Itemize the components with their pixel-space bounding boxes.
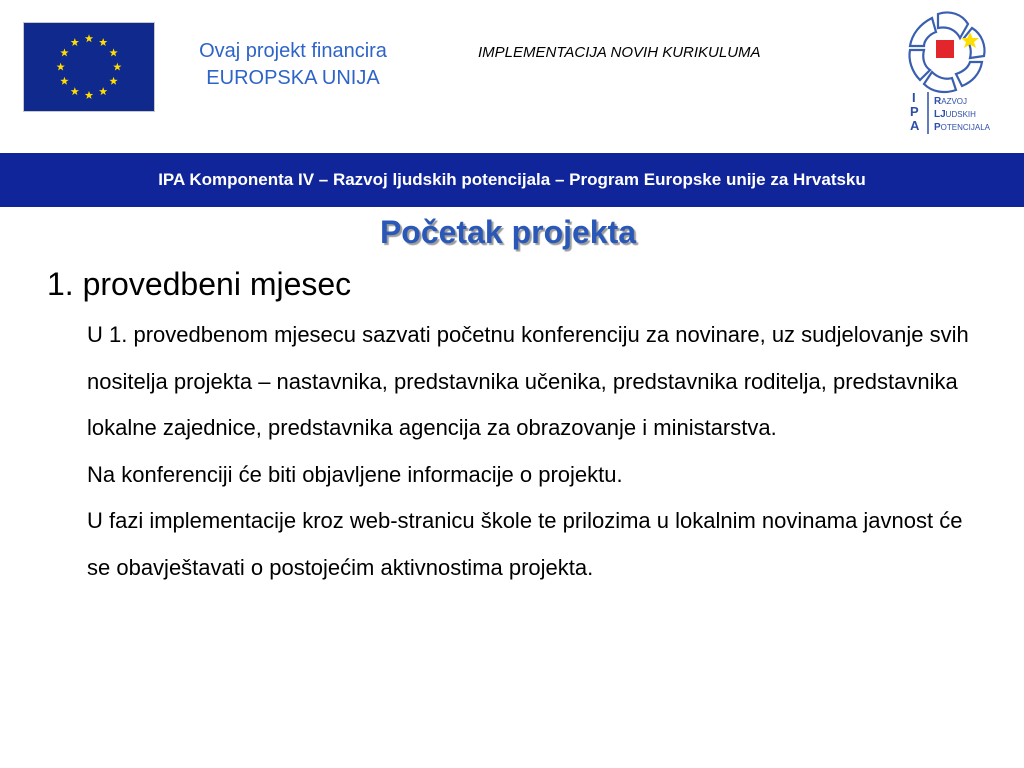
eu-flag <box>23 22 155 112</box>
ipa-logo <box>876 6 1006 138</box>
eu-star-icon <box>85 91 93 99</box>
logo-initial-lj: LJ <box>934 109 946 120</box>
svg-text:RAZVOJ <box>934 96 967 107</box>
funding-notice <box>168 38 418 92</box>
eu-star-icon <box>85 34 93 42</box>
logo-word-ljudskih: UDSKIH <box>945 110 976 119</box>
ipa-letter-p: P <box>910 104 919 119</box>
eu-star-icon <box>99 38 107 46</box>
eu-star-icon <box>56 63 64 71</box>
ipa-letter-a: A <box>910 118 920 133</box>
eu-star-icon <box>109 77 117 85</box>
eu-star-icon <box>99 87 107 95</box>
body-paragraph-2: Na konferenciji će biti objavljene informacije o projektu. <box>87 461 623 487</box>
eu-flag-stars-icon <box>24 23 154 111</box>
funding-line-2: EUROPSKA UNIJA <box>206 67 380 89</box>
eu-star-icon <box>60 77 68 85</box>
logo-initial-p: P <box>934 122 941 133</box>
eu-star-icon <box>109 48 117 56</box>
body-paragraph-1: U 1. provedbenom mjesecu sazvati početnu konferenciju za novinare, uz sudjelovanje svih nositelja projekta – nastavnika, predstavnika učenika, predstavnika roditelja, predstavnika lokalne zajednice, predstavnika agencija za obrazovanje i ministarstva. <box>87 322 969 440</box>
svg-text:POTENCIJALA <box>934 122 991 133</box>
program-banner: IPA Komponenta IV – Razvoj ljudskih potencijala – Program Europske unije za Hrvatsku <box>0 153 1024 207</box>
ipa-pinwheel-icon <box>876 6 1006 138</box>
eu-star-icon <box>60 48 68 56</box>
ipa-letter-i: I <box>912 90 916 105</box>
eu-star-icon <box>71 38 79 46</box>
slide-subheading: 1. provedbeni mjesec <box>47 266 352 302</box>
funding-line-1: Ovaj projekt financira <box>199 40 387 62</box>
project-title: IMPLEMENTACIJA NOVIH KURIKULUMA <box>478 44 761 61</box>
logo-word-potencijala: OTENCIJALA <box>940 123 991 132</box>
slide-title: Početak projekta <box>379 214 637 250</box>
logo-initial-r: R <box>934 96 942 107</box>
svg-text:LJUDSKIH <box>934 109 976 120</box>
logo-word-razvoj: AZVOJ <box>941 97 968 106</box>
body-paragraph-3: U fazi implementacije kroz web-stranicu škole te prilozima u lokalnim novinama javnost će se obavještavati o postojećim aktivnostima projekta. <box>87 508 963 580</box>
eu-star-icon <box>71 87 79 95</box>
eu-star-icon <box>113 63 121 71</box>
slide-body <box>47 312 987 591</box>
